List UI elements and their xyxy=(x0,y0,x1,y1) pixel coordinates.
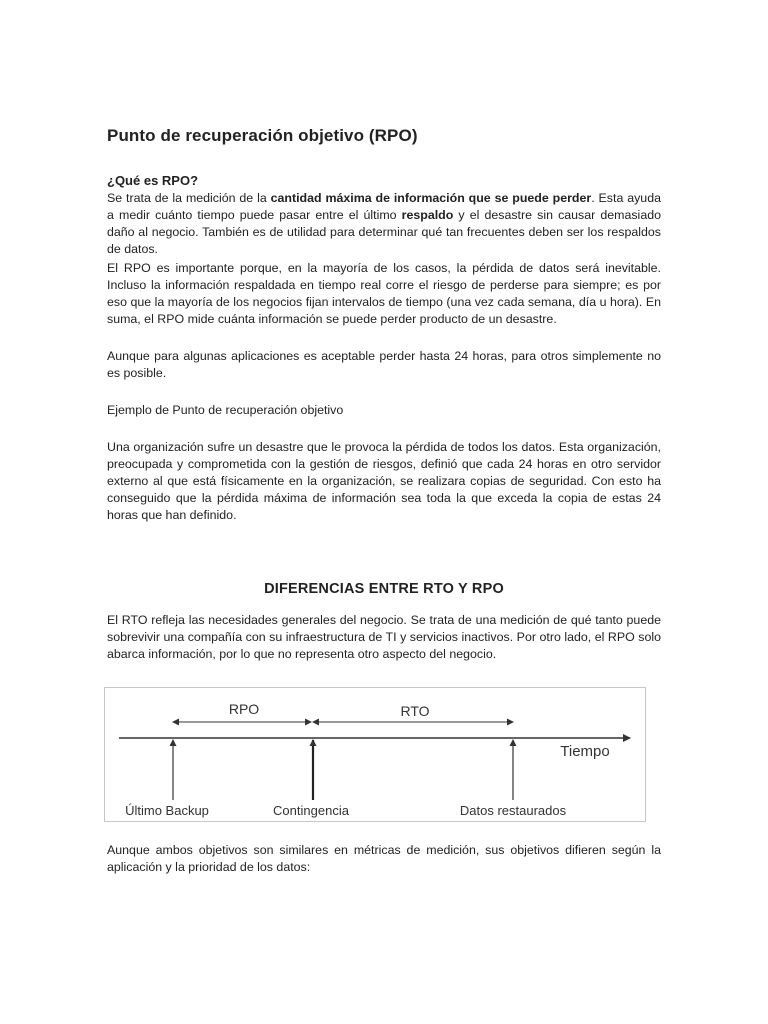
acceptable-loss-paragraph: Aunque para algunas aplicaciones es aceptable perder hasta 24 horas, para otros simplemente no es posible. xyxy=(107,349,661,380)
para1-bold-1: cantidad máxima de información que se puede perder xyxy=(270,191,592,205)
rto-description-paragraph: El RTO refleja las necesidades generales del negocio. Se trata de una medición de qué tanto puede sobrevivir una compañía con su infraestructura de TI y servicios inactivos. Por otro lado, el RPO solo abarca información, por lo que no representa otro aspecto del negocio. xyxy=(107,613,661,661)
closing-paragraph: Aunque ambos objetivos son similares en métricas de medición, sus objetivos difieren según la aplicación y la prioridad de los datos: xyxy=(107,843,661,874)
para1-text-1: Se trata de la medición de la xyxy=(107,191,271,205)
what-is-rpo-heading: ¿Qué es RPO? xyxy=(107,173,199,188)
para1-text-2: . Esta ayuda a medir cuánto tiempo puede pasar entre el último xyxy=(107,191,661,222)
example-paragraph: Una organización sufre un desastre que le provoca la pérdida de todos los datos. Esta organización, preocupada y comprometida con la gestión de riesgos, definió que cada 24 horas en otro servidor externo al que está físicamente en la organización, se realizara copias de seguridad. Con esto ha conseguido que la pérdida máxima de información sea toda la que exceda la copia de estas 24 horas que han definido. xyxy=(107,440,661,522)
last-backup-label: Último Backup xyxy=(125,803,209,818)
contingency-label: Contingencia xyxy=(273,803,349,818)
rpo-definition-paragraph xyxy=(107,190,661,258)
differences-heading: DIFERENCIAS ENTRE RTO Y RPO xyxy=(264,581,504,597)
rpo-importance-paragraph: El RPO es importante porque, en la mayoría de los casos, la pérdida de datos será inevitable. Incluso la información respaldada en tiempo real corre el riesgo de perderse para siempre; es por eso que la mayoría de los negocios fijan intervalos de tiempo (una vez cada semana, día u hora). En suma, el RPO mide cuánta información se puede perder producto de un desastre. xyxy=(107,261,661,326)
para1-text-3: y el desastre sin causar demasiado daño al negocio. También es de utilidad para determinar qué tan frecuentes deben ser los respaldos de datos. xyxy=(107,207,661,256)
data-restored-label: Datos restaurados xyxy=(459,803,567,818)
para1-bold-2: respaldo xyxy=(401,207,454,222)
rpo-rto-timeline-diagram xyxy=(104,687,646,822)
rpo-label: RPO xyxy=(228,701,260,717)
page-title: Punto de recuperación objetivo (RPO) xyxy=(107,126,418,145)
time-axis-label: Tiempo xyxy=(560,743,610,760)
rto-label: RTO xyxy=(400,703,430,719)
example-heading: Ejemplo de Punto de recuperación objetivo xyxy=(107,403,344,417)
timeline-svg xyxy=(105,688,645,821)
